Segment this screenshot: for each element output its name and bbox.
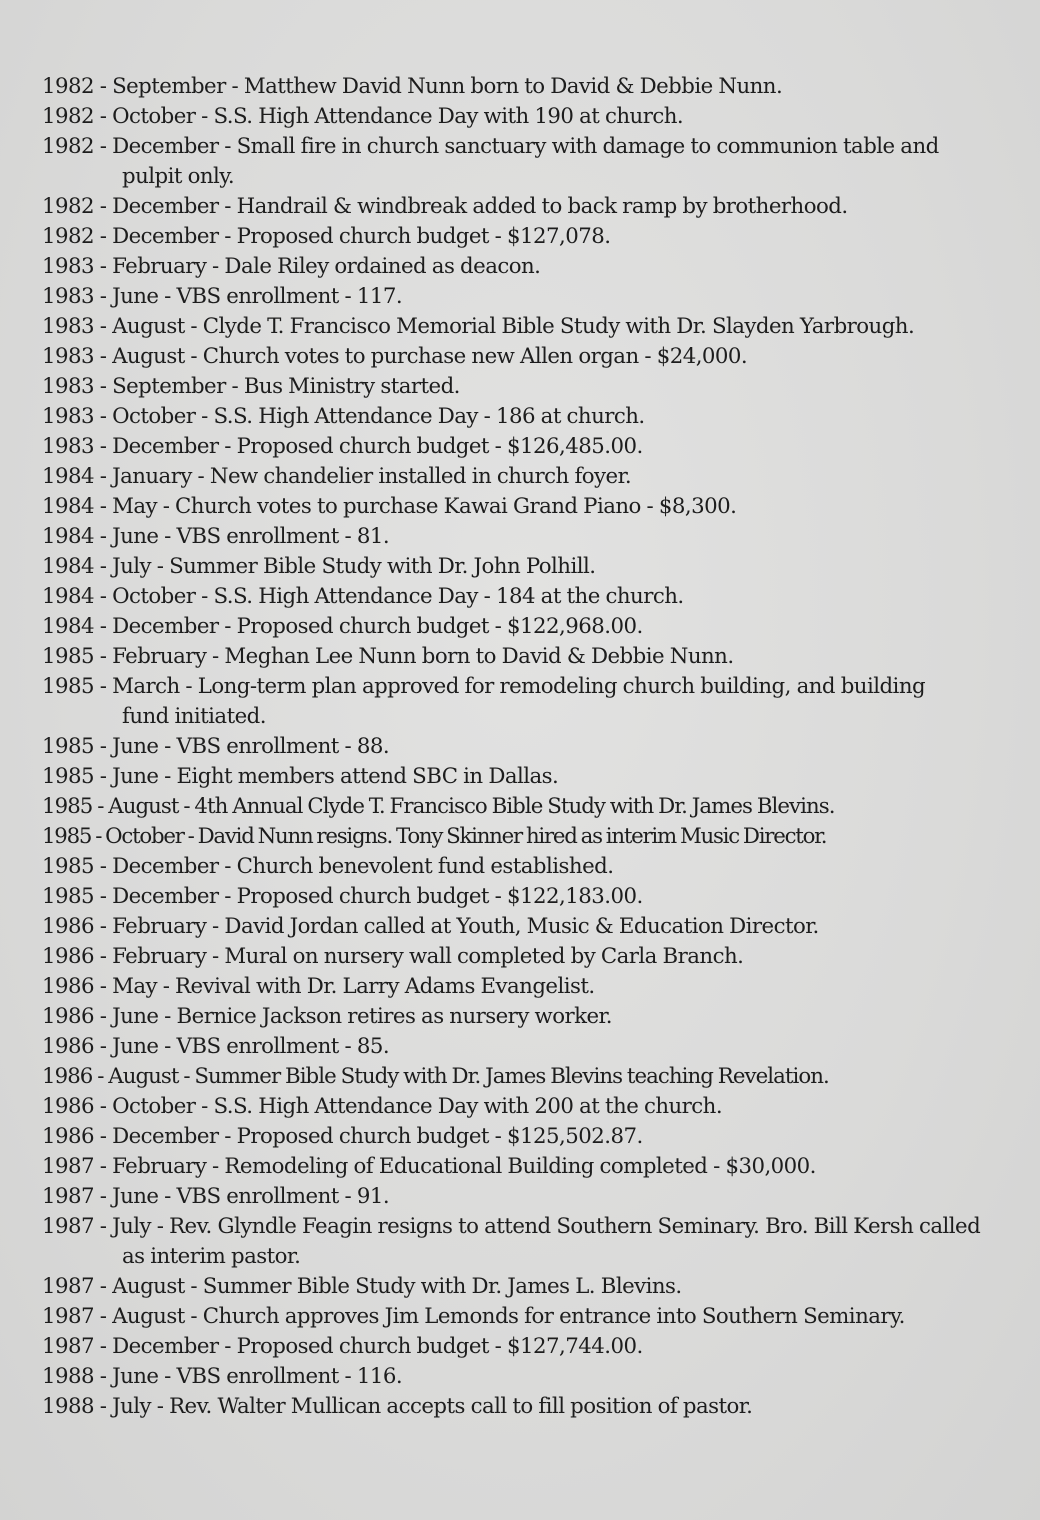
timeline-entry: 1983 - August - Church votes to purchase new Allen organ - $24,000. [42, 344, 748, 369]
timeline-entry: 1988 - June - VBS enrollment - 116. [42, 1364, 403, 1389]
timeline-entry: 1983 - August - Clyde T. Francisco Memorial Bible Study with Dr. Slayden Yarbrough. [42, 314, 915, 339]
timeline-entry: 1988 - July - Rev. Walter Mullican accepts call to fill position of pastor. [42, 1394, 753, 1419]
timeline-entry: 1984 - October - S.S. High Attendance Day - 184 at the church. [42, 584, 684, 609]
timeline-entry: 1987 - August - Summer Bible Study with Dr. James L. Blevins. [42, 1274, 682, 1299]
timeline-entry: 1985 - February - Meghan Lee Nunn born to David & Debbie Nunn. [42, 644, 734, 669]
timeline-entry: 1982 - September - Matthew David Nunn born to David & Debbie Nunn. [42, 74, 783, 99]
timeline-entry: 1985 - March - Long-term plan approved for remodeling church building, and building fund initiated. [42, 674, 926, 729]
timeline-entry: 1987 - July - Rev. Glyndle Feagin resigns to attend Southern Seminary. Bro. Bill Kersh called as interim pastor. [42, 1214, 981, 1269]
timeline-entry: 1982 - December - Handrail & windbreak added to back ramp by brotherhood. [42, 194, 848, 219]
timeline-entry: 1984 - June - VBS enrollment - 81. [42, 524, 390, 549]
timeline-entry: 1986 - June - Bernice Jackson retires as nursery worker. [42, 1004, 613, 1029]
timeline-entry: 1986 - June - VBS enrollment - 85. [42, 1034, 390, 1059]
timeline-entry: 1986 - October - S.S. High Attendance Day with 200 at the church. [42, 1094, 723, 1119]
timeline-entry: 1984 - December - Proposed church budget - $122,968.00. [42, 614, 643, 639]
timeline-entry: 1983 - December - Proposed church budget - $126,485.00. [42, 434, 643, 459]
timeline-entry: 1986 - May - Revival with Dr. Larry Adams Evangelist. [42, 974, 595, 999]
timeline-entry: 1985 - December - Church benevolent fund established. [42, 854, 614, 879]
timeline-entry: 1987 - December - Proposed church budget - $127,744.00. [42, 1334, 643, 1359]
timeline-entry: 1982 - December - Small fire in church sanctuary with damage to communion table and pulpit only. [42, 134, 939, 189]
timeline-entry: 1986 - August - Summer Bible Study with Dr. James Blevins teaching Revelation. [42, 1064, 829, 1089]
timeline-entry: 1985 - December - Proposed church budget - $122,183.00. [42, 884, 643, 909]
timeline-entry: 1983 - October - S.S. High Attendance Day - 186 at church. [42, 404, 645, 429]
timeline-entry: 1982 - December - Proposed church budget - $127,078. [42, 224, 611, 249]
timeline-entry: 1986 - December - Proposed church budget - $125,502.87. [42, 1124, 643, 1149]
timeline-entry: 1986 - February - David Jordan called at Youth, Music & Education Director. [42, 914, 819, 939]
timeline-entry: 1983 - June - VBS enrollment - 117. [42, 284, 403, 309]
timeline-entry: 1985 - June - VBS enrollment - 88. [42, 734, 390, 759]
timeline-entry: 1987 - August - Church approves Jim Lemonds for entrance into Southern Seminary. [42, 1304, 905, 1329]
timeline-entry: 1985 - August - 4th Annual Clyde T. Francisco Bible Study with Dr. James Blevins. [42, 794, 835, 819]
timeline-entry: 1986 - February - Mural on nursery wall completed by Carla Branch. [42, 944, 744, 969]
timeline-entry: 1982 - October - S.S. High Attendance Day with 190 at church. [42, 104, 684, 129]
timeline-entry: 1984 - May - Church votes to purchase Kawai Grand Piano - $8,300. [42, 494, 737, 519]
timeline-entry: 1987 - June - VBS enrollment - 91. [42, 1184, 390, 1209]
timeline-entry: 1985 - October - David Nunn resigns. Tony Skinner hired as interim Music Director. [42, 824, 827, 849]
timeline-entry: 1984 - July - Summer Bible Study with Dr. John Polhill. [42, 554, 596, 579]
timeline-entry: 1983 - September - Bus Ministry started. [42, 374, 460, 399]
timeline-entry: 1987 - February - Remodeling of Educational Building completed - $30,000. [42, 1154, 816, 1179]
timeline-entry: 1983 - February - Dale Riley ordained as deacon. [42, 254, 541, 279]
timeline-entry: 1985 - June - Eight members attend SBC in Dallas. [42, 764, 559, 789]
timeline-entry: 1984 - January - New chandelier installed in church foyer. [42, 464, 632, 489]
timeline-list [0, 72, 1040, 1422]
